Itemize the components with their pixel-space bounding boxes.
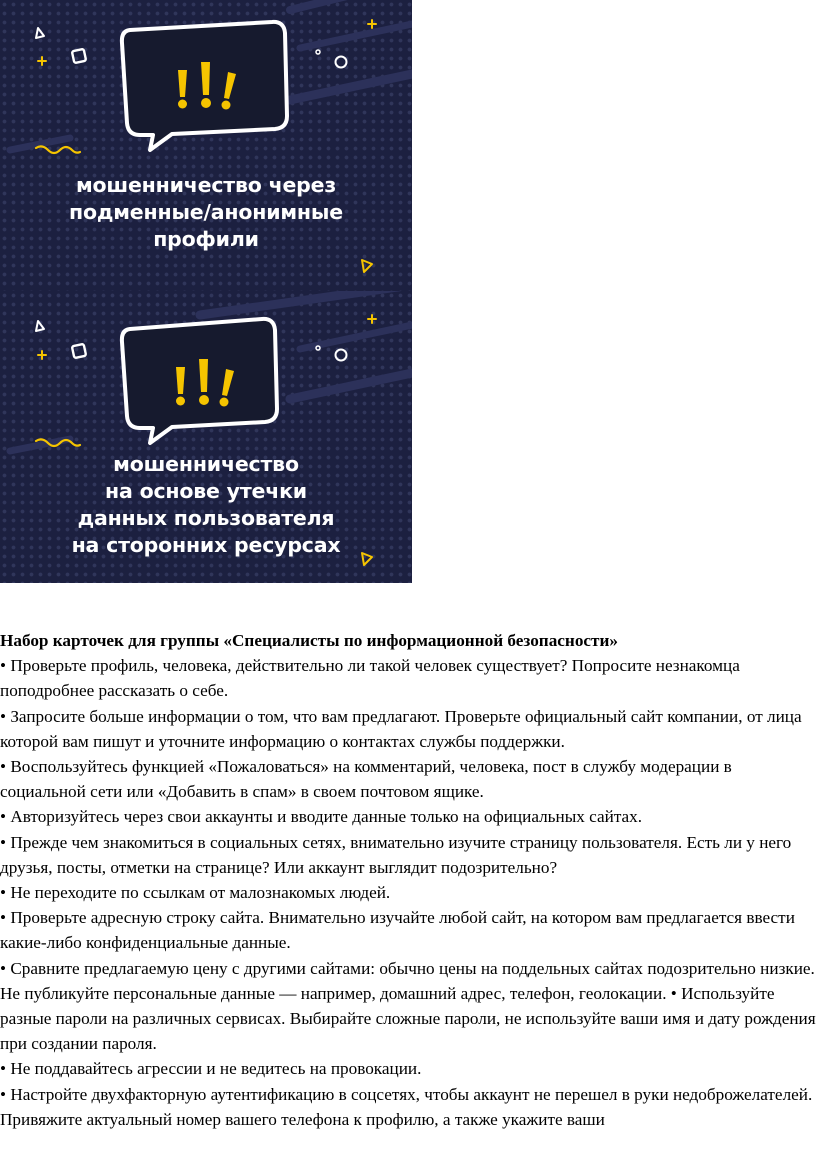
bullet-paragraph: • Не поддавайтесь агрессии и не ведитесь на провокации. xyxy=(0,1059,422,1079)
card-title-line: мошенничество через xyxy=(75,173,337,197)
bullet-paragraph: • Воспользуйтесь функцией «Пожаловаться» на комментарий, человека, пост в службу модерации в социальной сети или «Добавить в спам» в своем почтовом ящике. xyxy=(0,757,732,802)
dot-icon xyxy=(316,50,320,54)
bullet-paragraph: • Настройте двухфакторную аутентификацию в соцсетях, чтобы аккаунт не перешел в руки недоброжелателей. Привяжите актуальный номер вашего телефона к профилю, а также укажите ваши xyxy=(0,1084,813,1129)
card-title-line: мошенничество xyxy=(113,452,299,476)
card-fake-profiles xyxy=(0,0,412,292)
card-title xyxy=(0,451,412,559)
bullet-paragraph: • Прежде чем знакомиться в социальных сетях, внимательно изучите страницу пользователя. Есть ли у него друзья, посты, отметки на странице? Или аккаунт выглядит подозрительно? xyxy=(0,832,792,877)
bullet-paragraph: • Запросите больше информации о том, что вам предлагают. Проверьте официальный сайт компании, от лица которой вам пишут и уточните информацию о контактах службы поддержки. xyxy=(0,706,802,751)
poster-image xyxy=(0,0,412,583)
card-title-line: на сторонних ресурсах xyxy=(71,533,341,557)
card-title-line: на основе утечки xyxy=(105,479,307,503)
square-icon xyxy=(72,49,86,63)
bullet-paragraph: • Не переходите по ссылкам от малознакомых людей. xyxy=(0,883,391,903)
triangle-icon xyxy=(36,28,44,38)
bullet-paragraph: • Проверьте профиль, человека, действительно ли такой человек существует? Попросите незнакомца поподробнее рассказать о себе. xyxy=(0,656,740,701)
bullet-paragraph: • Авторизуйтесь через свои аккаунты и вводите данные только на официальных сайтах. xyxy=(0,807,643,827)
card-title xyxy=(0,172,412,253)
card-title-line: профили xyxy=(153,227,259,251)
squiggle-icon xyxy=(36,146,80,153)
triangle-icon xyxy=(362,260,372,272)
bullet-paragraph: • Сравните предлагаемую цену с другими сайтами: обычно цены на поддельных сайтах подозрительно низкие. xyxy=(0,958,815,978)
bullet-paragraph: Не публикуйте персональные данные — например, домашний адрес, телефон, геолокации. • Используйте разные пароли на различных сервисах. Выбирайте сложные пароли, не используйте ваши имя и дату рождения при создании пароля. xyxy=(0,983,816,1054)
card-data-leak xyxy=(0,291,412,583)
card-title-line: подменные/анонимные xyxy=(69,200,343,224)
document-heading: Набор карточек для группы «Специалисты по информационной безопасности» xyxy=(0,631,618,650)
circle-icon xyxy=(336,57,347,68)
document-body xyxy=(0,628,816,1132)
speech-bubble-icon xyxy=(122,319,277,443)
triangle-icon xyxy=(36,321,44,331)
bullet-paragraph: • Проверьте адресную строку сайта. Внимательно изучайте любой сайт, на котором вам предлагается ввести какие-либо конфиденциальные данные. xyxy=(0,908,795,953)
square-icon xyxy=(72,344,86,358)
circle-icon xyxy=(336,350,347,361)
card-title-line: данных пользователя xyxy=(77,506,335,530)
